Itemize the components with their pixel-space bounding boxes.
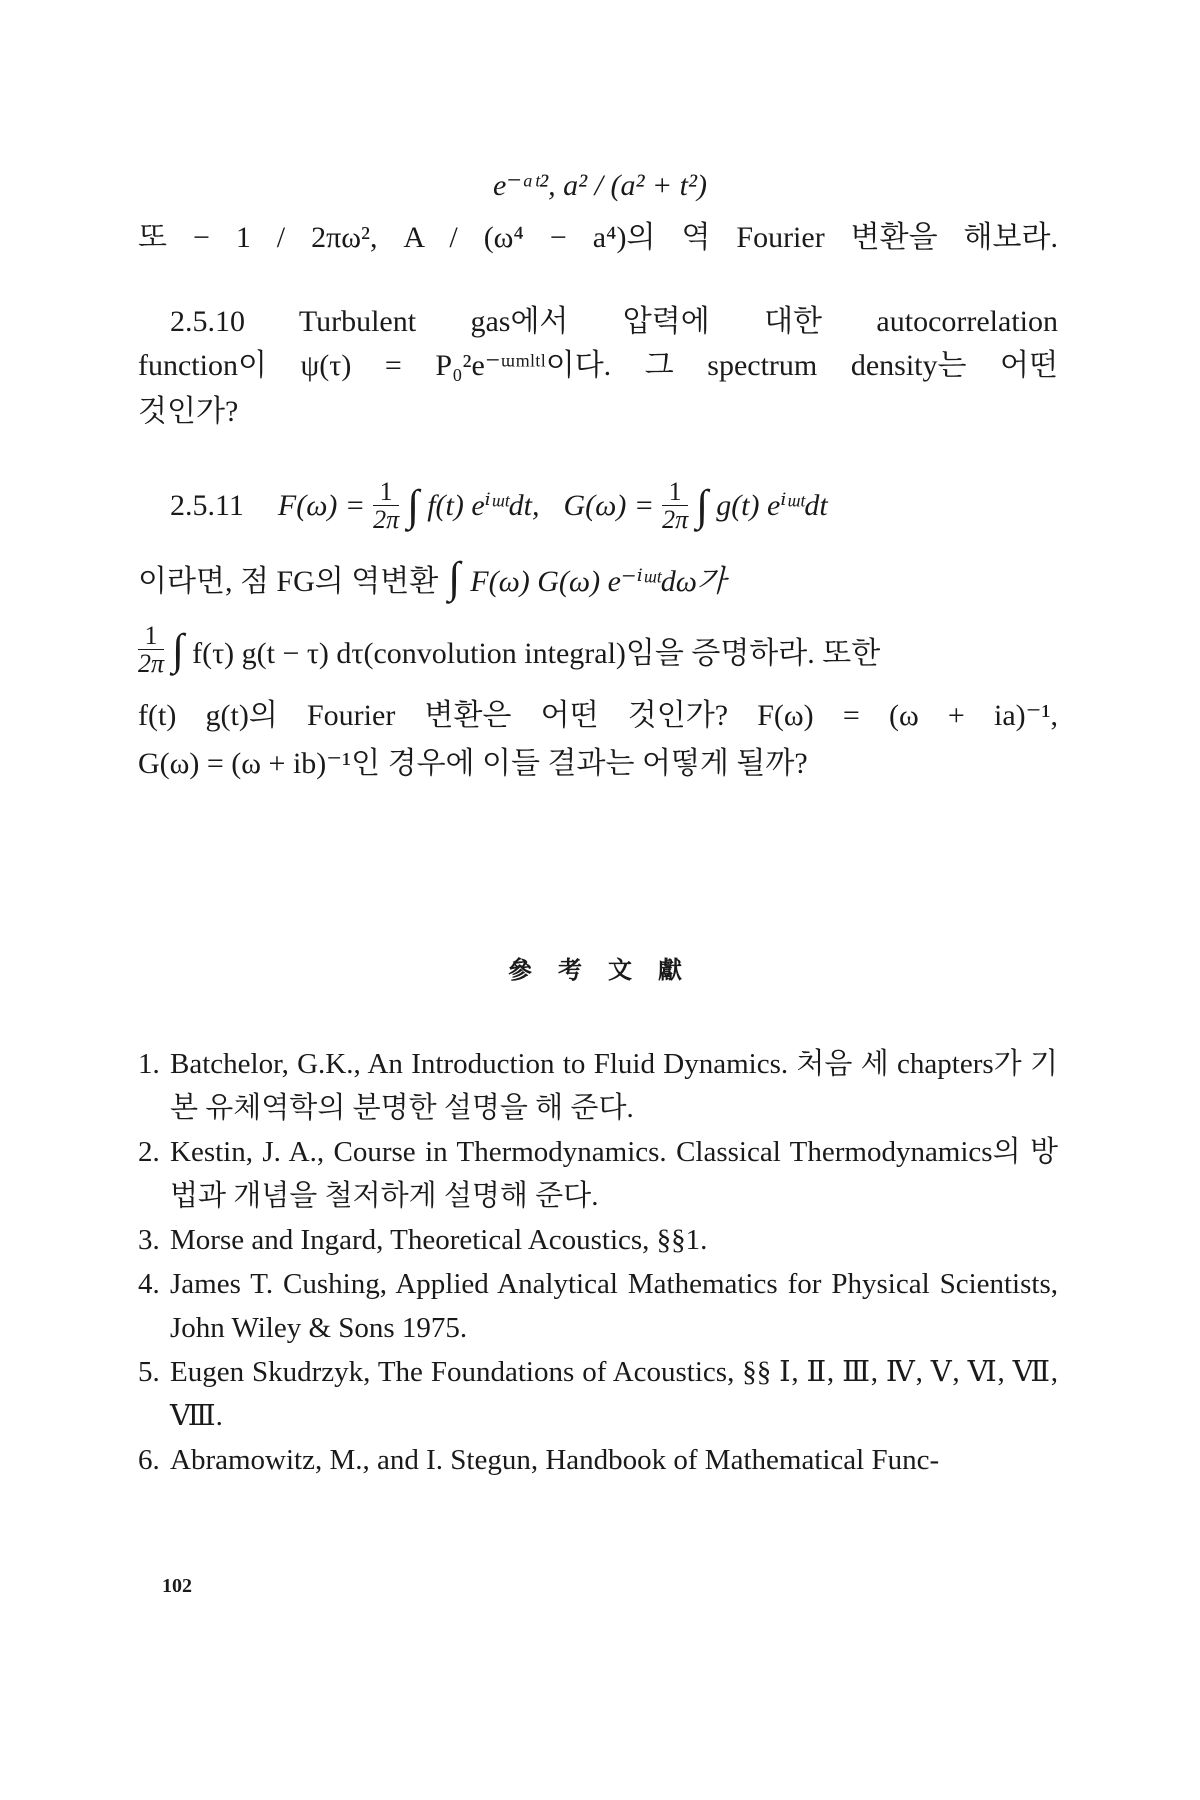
reference-item [138,1130,1058,1218]
fraction-one-over-2pi: $\frac{1}{2\pi}$ [373,477,400,535]
problem-9-text: 또 − 1 / 2πω², A / (ω⁴ − a⁴)의 역 Fourier 변환을 해보라. [138,221,1058,254]
formula-gaussian-lorentzian: e⁻ᵃᵗ², a² / (a² + t²) [492,169,707,202]
reference-number: 6. [138,1444,160,1476]
fraction-one-over-2pi: $\frac{1}{2\pi}$ [662,477,689,535]
reference-item [138,1218,1058,1262]
problem-number: 2.5.11 [170,488,244,522]
reference-list [138,1042,1058,1482]
fraction-one-over-2pi: $\frac{1}{2\pi}$ [138,621,165,679]
page-number: 102 [162,1575,192,1597]
convolution-text: f(τ) g(t − τ) dτ(convolution integral)임을 증명하라. 또한 [192,636,881,670]
G-integrand: g(t) eⁱᵚᵗdt [716,489,828,523]
reference-number: 1. [138,1048,160,1080]
G-omega-label: G(ω) = [563,488,655,522]
reference-text: Batchelor, G.K., An Introduction to Fluid Dynamics. 처음 세 chapters가 기본 유체역학의 분명한 설명을 해 준다. [170,1048,1058,1124]
F-integrand: f(t) eⁱᵚᵗdt, [427,489,540,523]
reference-number: 4. [138,1268,160,1300]
reference-number: 3. [138,1224,160,1256]
reference-item [138,1350,1058,1438]
reference-number: 2. [138,1136,160,1168]
problem-10-line-1: 2.5.10 Turbulent gas에서 압력에 대한 autocorrelation [170,305,1058,338]
problem-11-line-4: f(t) g(t)의 Fourier 변환은 어떤 것인가? F(ω) = (ω + ia)⁻¹, [138,699,1058,732]
inverse-integrand: F(ω) G(ω) e⁻ⁱᵚᵗdω가 [470,564,726,598]
problem-10-line-2: function이 ψ(τ) = P₀²e⁻ᵚᵐˡᵗˡ이다. 그 spectrum density는 어떤 [138,349,1058,382]
reference-number: 5. [138,1356,160,1388]
problem-11-line-2 [138,552,726,603]
reference-item [138,1438,1058,1482]
reference-text: Eugen Skudrzyk, The Foundations of Acoustics, §§ Ⅰ, Ⅱ, Ⅲ, Ⅳ, Ⅴ, Ⅵ, Ⅶ, Ⅷ. [170,1356,1058,1432]
references-heading: 參 考 文 獻 [508,958,692,984]
reference-item [138,1262,1058,1350]
reference-text: Morse and Ingard, Theoretical Acoustics, §§1. [170,1224,708,1256]
problem-11-line-3 [138,622,1058,678]
reference-text: Abramowitz, M., and I. Stegun, Handbook of Mathematical Func- [170,1444,940,1476]
integral-sign: ∫ [172,625,185,675]
problem-11-definitions [170,478,1070,534]
reference-item [138,1042,1058,1130]
reference-text: Kestin, J. A., Course in Thermodynamics. Classical Thermodynamics의 방법과 개념을 철저하게 설명해 준다. [170,1136,1058,1212]
problem-11-inverse-text: 이라면, 점 FG의 역변환 [138,564,439,598]
F-omega-label: F(ω) = [277,488,366,522]
integral-sign: ∫ [407,481,420,531]
integral-sign: ∫ [448,553,461,602]
integral-sign: ∫ [696,481,709,531]
problem-11-line-5: G(ω) = (ω + ib)⁻¹인 경우에 이들 결과는 어떻게 될까? [138,747,808,780]
reference-text: James T. Cushing, Applied Analytical Mathematics for Physical Scientists, John Wiley & Sons 1975. [170,1268,1058,1344]
problem-10-line-3: 것인가? [138,395,239,428]
